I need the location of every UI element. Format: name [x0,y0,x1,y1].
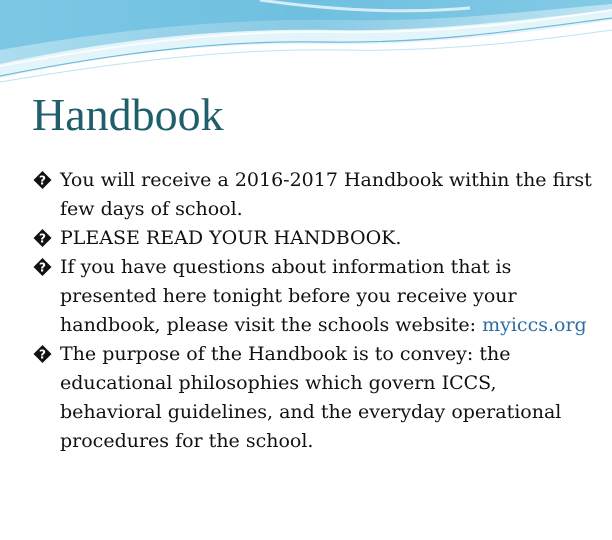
replacement-glyph-icon [32,344,53,364]
replacement-glyph-icon [32,257,53,277]
bullet-item [32,224,592,253]
bullet-text: You will receive a 2016-2017 Handbook within the first few days of school. [60,169,592,220]
slide-title: Handbook [32,89,224,140]
bullet-text: If you have questions about information that is presented here tonight before you receive your handbook, please visit the schools website: [60,256,517,336]
bullet-list [32,166,592,456]
header-wave-decoration [0,0,612,90]
website-link[interactable]: myiccs.org [482,314,587,336]
bullet-item [32,340,592,456]
svg-text:?: ? [39,260,46,275]
bullet-text: The purpose of the Handbook is to convey: the educational philosophies which govern ICCS, behavioral guidelines, and the everyday operational procedures for the school. [60,343,562,452]
bullet-item [32,166,592,224]
replacement-glyph-icon [32,170,53,190]
svg-text:?: ? [39,231,46,246]
bullet-text: PLEASE READ YOUR HANDBOOK. [60,227,402,249]
bullet-item [32,253,592,340]
svg-text:?: ? [39,173,46,188]
svg-text:?: ? [39,347,46,362]
replacement-glyph-icon [32,228,53,248]
